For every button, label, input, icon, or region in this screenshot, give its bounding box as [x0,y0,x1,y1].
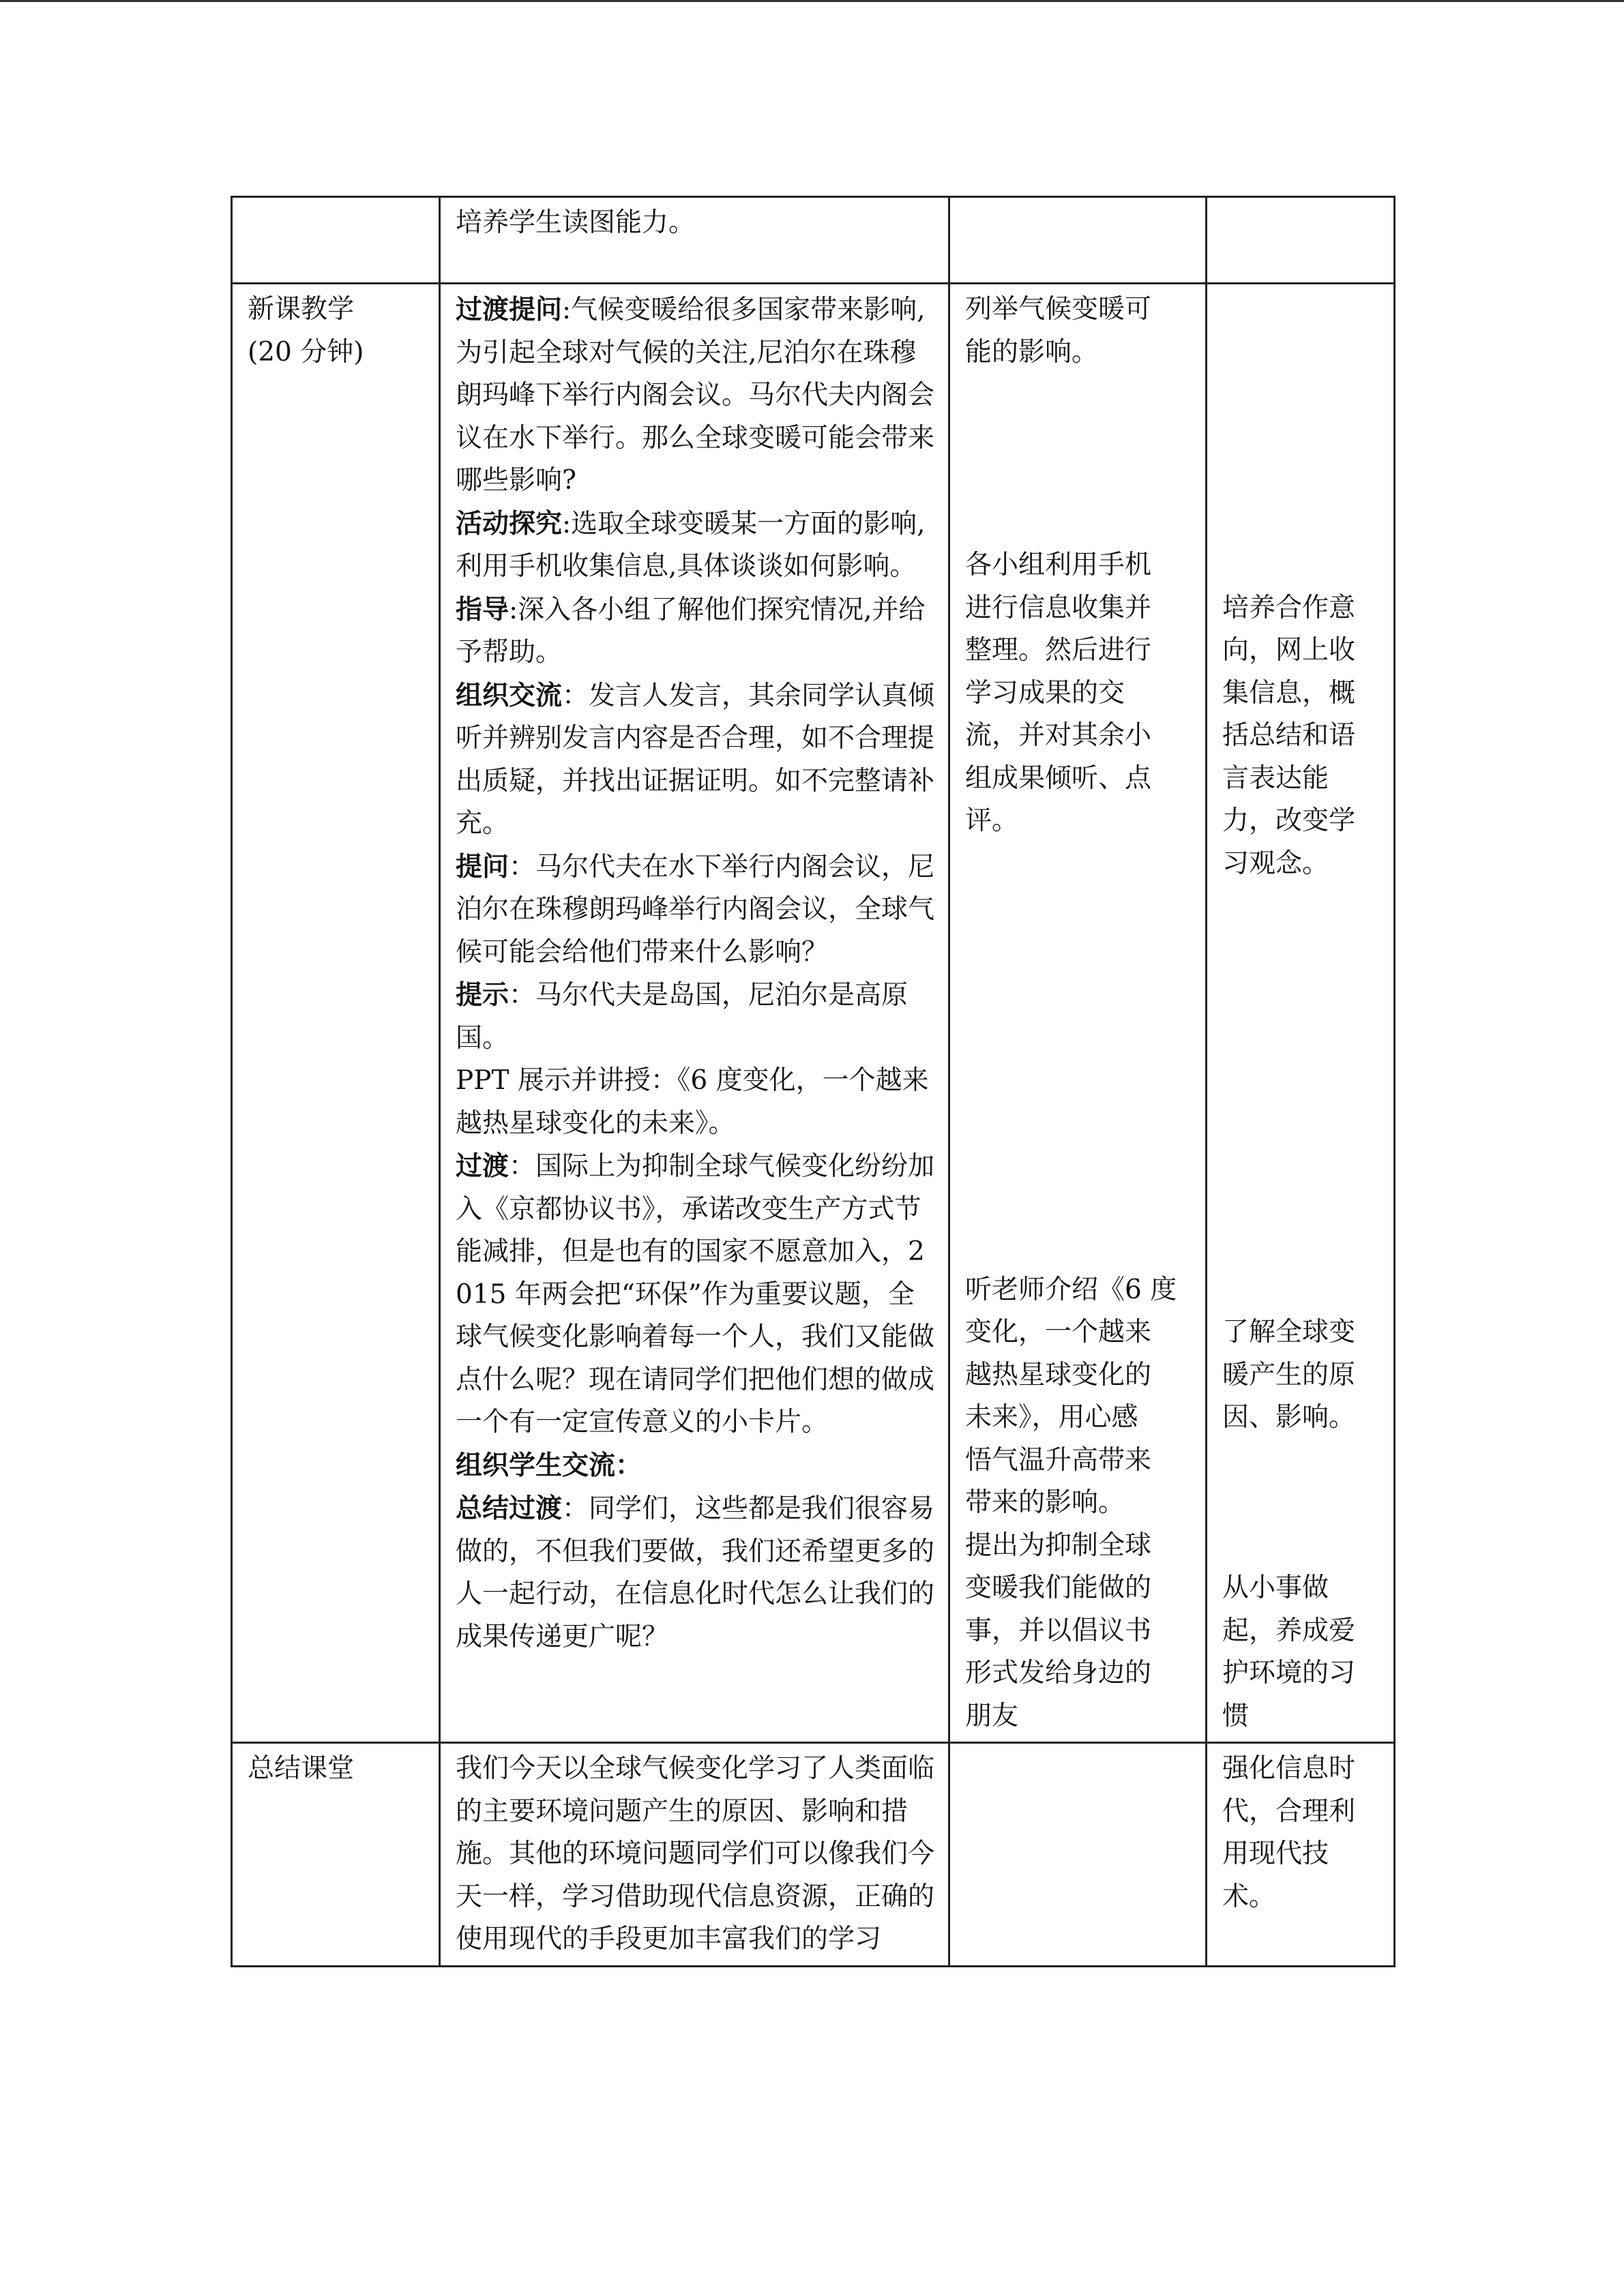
table-row-new-lesson [232,284,1395,1743]
design-intent-cell [1207,1743,1395,1967]
teacher-paragraph [456,503,936,588]
paragraph-text: PPT 展示并讲授：《6 度变化，一个越来越热星球变化的未来》。 [456,1065,929,1139]
spacer [965,417,1193,460]
student-line: 列举气候变暖可 [965,294,1152,325]
intent-line: 惯 [1222,1700,1250,1731]
stage-cell [232,284,440,1743]
teacher-paragraph [456,974,936,1060]
stage-cell [232,1743,440,1967]
spacer [965,970,1193,1013]
spacer [1222,970,1381,1013]
spacer [1222,544,1381,587]
paragraph-text: ：发言人发言，其余同学认真倾听并辨别发言内容是否合理，如不合理提出质疑，并找出证据证明。如不完整请补充。 [456,680,935,839]
teacher-paragraph: 培养学生读图能力。 [456,207,696,238]
intent-line: 起，养成爱 [1222,1615,1356,1646]
student-line: 变暖我们能做的 [965,1572,1152,1603]
student-line: 越热星球变化的 [965,1359,1152,1390]
paragraph-text: ：国际上为抑制全球气候变化纷纷加入《京都协议书》，承诺改变生产方式节能减排，但是也有的国家不愿意加入，2015 年两会把“环保”作为重要议题，全球气候变化影响着每一个人，我们又能做点什么呢？现在请同学们把他们想的做成一个有一定宣传意义的小卡片。 [456,1151,935,1437]
spacer [1222,1099,1381,1142]
intent-line: 从小事做 [1222,1572,1329,1603]
intent-line: 培养合作意 [1222,592,1356,623]
spacer [1222,459,1381,502]
intent-line: 言表达能 [1222,762,1329,794]
stage-duration: (20 分钟) [248,336,364,368]
spacer [965,1013,1193,1056]
student-activity-cell [949,1743,1207,1967]
student-line: 流，并对其余小 [965,720,1152,751]
intent-line: 护环境的习 [1222,1658,1356,1688]
spacer [1222,1056,1381,1099]
student-line: 整理。然后进行 [965,635,1152,666]
paragraph-label: 组织学生交流： [456,1449,643,1481]
spacer [1222,331,1381,374]
student-line: 评。 [965,805,1019,836]
teacher-activity-cell [440,197,949,284]
spacer [1222,1226,1381,1269]
spacer [965,1141,1193,1184]
paragraph-label: 组织交流 [456,679,563,711]
intent-line: 集信息，概 [1222,677,1356,709]
lesson-plan-table [231,196,1396,1967]
paragraph-label: 提问 [456,850,510,882]
table-row-summary [232,1743,1395,1967]
student-activity-cell [949,197,1207,284]
teacher-paragraph [456,1060,936,1145]
design-intent-cell [1207,197,1395,284]
student-line: 进行信息收集并 [965,592,1152,623]
student-line: 悟气温升高带来 [965,1444,1152,1476]
student-line: 各小组利用手机 [965,550,1152,580]
intent-line: 因、影响。 [1222,1402,1356,1433]
spacer [1222,1269,1381,1312]
teacher-paragraph [456,288,936,503]
student-line: 听老师介绍《6 度 [965,1274,1177,1305]
intent-line: 暖产生的原 [1222,1359,1356,1390]
paragraph-label: 过渡提问 [456,294,563,325]
teacher-paragraph [456,588,936,674]
intent-line: 向，网上收 [1222,635,1356,666]
student-line: 未来》，用心感 [965,1402,1138,1433]
student-line: 学习成果的交 [965,677,1125,709]
spacer [1222,1440,1381,1482]
student-line: 形式发给身边的 [965,1658,1152,1688]
design-intent-cell [1207,284,1395,1743]
spacer [965,459,1193,502]
teacher-activity-cell [440,284,949,1743]
student-line: 组成果倾听、点 [965,762,1152,794]
paragraph-text: ：马尔代夫在水下举行内阁会议，尼泊尔在珠穆朗玛峰举行内阁会议，全球气候可能会给他们带来什么影响？ [456,851,935,968]
student-line: 能的影响。 [965,336,1099,368]
teacher-paragraph [456,674,936,846]
spacer [1222,1141,1381,1184]
paragraph-label: 提示 [456,979,510,1011]
spacer [965,502,1193,545]
spacer [965,928,1193,971]
paragraph-label: 总结过渡 [456,1493,563,1524]
paragraph-text: ：马尔代夫是岛国，尼泊尔是高原国。 [456,980,909,1054]
spacer [1222,1525,1381,1568]
spacer [1222,1184,1381,1227]
paragraph-label: 活动探究 [456,507,563,539]
teacher-activity-cell [440,1743,949,1967]
spacer [1222,288,1381,331]
student-line: 事，并以倡议书 [965,1615,1152,1646]
teacher-paragraph [456,1444,936,1488]
intent-line: 力，改变学 [1222,805,1356,836]
stage-cell [232,197,440,284]
spacer [965,1099,1193,1142]
spacer [1222,374,1381,417]
student-line: 变化，一个越来 [965,1317,1152,1347]
intent-line: 了解全球变 [1222,1317,1356,1347]
spacer [1222,885,1381,928]
paragraph-text: :深入各小组了解他们探究情况,并给予帮助。 [456,594,926,668]
spacer [1222,1482,1381,1525]
student-line: 带来的影响。 [965,1487,1125,1518]
intent-line: 术。 [1222,1881,1276,1912]
teacher-paragraph [456,1145,936,1444]
intent-line: 习观念。 [1222,848,1329,879]
paragraph-label: 指导 [456,593,510,625]
spacer [965,843,1193,886]
table-row-continuation [232,197,1395,284]
paragraph-label: 过渡 [456,1150,510,1182]
spacer [965,885,1193,928]
intent-line: 括总结和语 [1222,720,1356,751]
stage-name: 总结课堂 [248,1753,355,1784]
spacer [1222,928,1381,971]
spacer [1222,1013,1381,1056]
student-activity-cell [949,284,1207,1743]
spacer [965,374,1193,417]
teacher-paragraph [456,846,936,974]
spacer [965,1226,1193,1269]
paragraph-text: :选取全球变暖某一方面的影响,利用手机收集信息,具体谈谈如何影响。 [456,508,926,582]
teacher-paragraph [456,1487,936,1658]
spacer [965,1056,1193,1099]
paragraph-text: :气候变暖给很多国家带来影响,为引起全球对气候的关注,尼泊尔在珠穆朗玛峰下举行内阁会议。马尔代夫内阁会议在水下举行。那么全球变暖可能会带来哪些影响? [456,295,935,496]
spacer [965,1184,1193,1227]
student-line: 提出为抑制全球 [965,1530,1152,1561]
spacer [1222,502,1381,545]
intent-line: 代，合理利 [1222,1795,1356,1827]
intent-line: 用现代技 [1222,1838,1329,1869]
intent-line: 强化信息时 [1222,1753,1356,1784]
paragraph-text: ：同学们，这些都是我们很容易做的，不但我们要做，我们还希望更多的人一起行动，在信息化时代怎么让我们的成果传递更广呢？ [456,1493,935,1652]
student-line: 朋友 [965,1700,1019,1731]
stage-name: 新课教学 [248,294,355,325]
spacer [1222,417,1381,460]
page-top-border [0,0,1624,2]
teacher-paragraph: 我们今天以全球气候变化学习了人类面临的主要环境问题产生的原因、影响和措施。其他的环境问题同学们可以像我们今天一样，学习借助现代信息资源，正确的使用现代的手段更加丰富我们的学习 [456,1753,935,1954]
